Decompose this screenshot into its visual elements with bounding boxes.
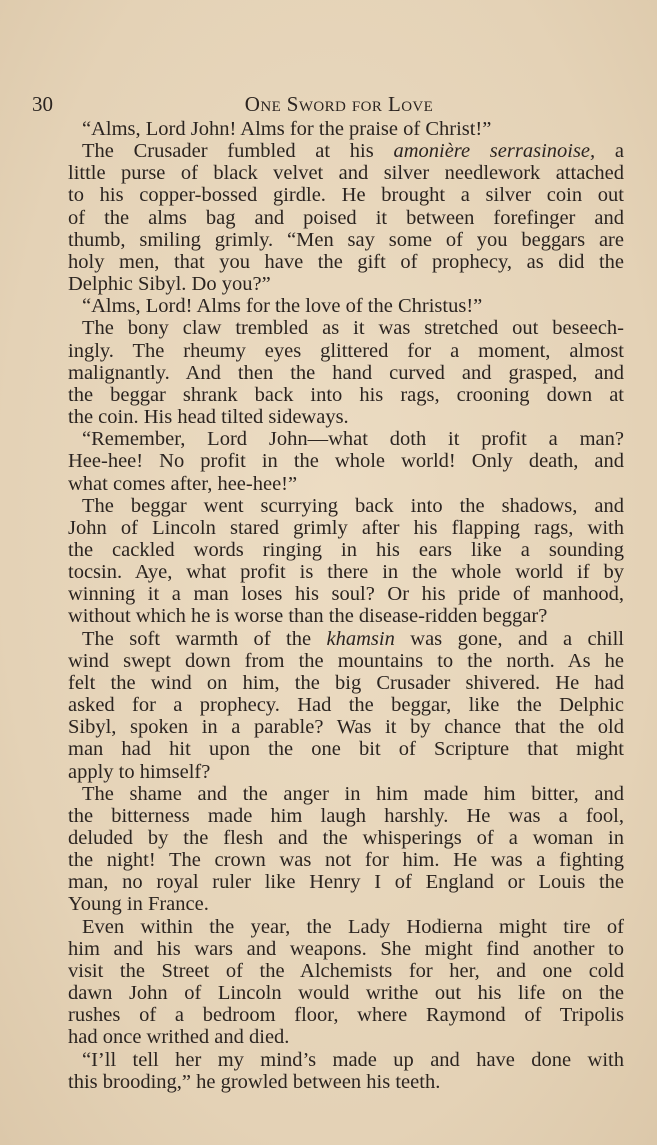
text-line: what comes after, hee-hee!” <box>68 472 298 495</box>
paragraph <box>54 495 624 628</box>
text-line: The beggar went scurrying back into the shadows, and <box>82 494 624 517</box>
text-line: man had hit upon the one bit of Scripture that might <box>68 738 624 761</box>
text-line: the beggar shrank back into his rags, crooning down at <box>68 383 624 406</box>
text-line: “Remember, Lord John—what doth it profit a man? <box>82 428 624 451</box>
text-line: the cackled words ringing in his ears like a sounding <box>68 538 624 561</box>
text-line: the night! The crown was not for him. He was a fighting <box>68 849 624 872</box>
text-line: to his copper-bossed girdle. He brought a silver coin out <box>68 184 624 207</box>
text-line: man, no royal ruler like Henry I of England or Louis the <box>68 871 624 894</box>
text-line: holy men, that you have the gift of prophecy, as did the <box>68 250 624 273</box>
text-line: The shame and the anger in him made him bitter, and <box>82 782 624 805</box>
paragraph <box>54 317 624 428</box>
text-line: asked for a prophecy. Had the beggar, like the Delphic <box>68 694 624 717</box>
text-line: the coin. His head tilted sideways. <box>68 406 349 429</box>
paragraph <box>54 295 624 317</box>
text-line: the bitterness made him laugh harshly. He was a fool, <box>68 804 624 827</box>
text-line: rushes of a bedroom floor, where Raymond of Tripolis <box>68 1004 624 1027</box>
text-line: The bony claw trembled as it was stretched out beseech- <box>82 317 624 340</box>
text-line: winning it a man loses his soul? Or his pride of manhood, <box>68 583 624 606</box>
italic-phrase: khamsin <box>326 627 395 650</box>
book-page <box>32 88 624 1093</box>
text-line: “Alms, Lord! Alms for the love of the Christus!” <box>82 295 483 318</box>
text-line: of the alms bag and poised it between forefinger and <box>68 206 624 229</box>
paragraph <box>54 428 624 494</box>
text-line: had once writhed and died. <box>68 1026 290 1049</box>
text-line: tocsin. Aye, what profit is there in the whole world if by <box>68 561 624 584</box>
paragraph <box>54 628 624 783</box>
text-line: Hee-hee! No profit in the whole world! Only death, and <box>68 450 624 473</box>
text-line: wind swept down from the mountains to the north. As he <box>68 649 624 672</box>
page-number: 30 <box>32 92 53 116</box>
paragraph <box>54 1049 624 1093</box>
text-line: Sibyl, spoken in a parable? Was it by chance that the old <box>68 716 624 739</box>
text-line: The soft warmth of the khamsin was gone, and a chill <box>82 627 624 650</box>
text-line: visit the Street of the Alchemists for her, and one cold <box>68 959 624 982</box>
text-line: without which he is worse than the disease-ridden beggar? <box>68 605 548 628</box>
text-line: little purse of black velvet and silver needlework attached <box>68 162 624 185</box>
italic-phrase: amonière serrasinoise, <box>393 140 596 163</box>
running-title: One Sword for Love <box>244 92 434 116</box>
paragraph <box>54 783 624 916</box>
page-header <box>32 88 624 120</box>
text-line: “I’ll tell her my mind’s made up and have done with <box>82 1048 624 1071</box>
text-line: malignantly. And then the hand curved and grasped, and <box>68 361 624 384</box>
text-line: felt the wind on him, the big Crusader shivered. He had <box>68 671 624 694</box>
paragraph <box>54 140 624 295</box>
text-line: thumb, smiling grimly. “Men say some of you beggars are <box>68 228 624 251</box>
text-line: Even within the year, the Lady Hodierna might tire of <box>82 915 624 938</box>
text-line: dawn John of Lincoln would writhe out his life on the <box>68 982 624 1005</box>
paragraph <box>54 118 624 140</box>
text-line: John of Lincoln stared grimly after his flapping rags, with <box>68 516 624 539</box>
text-line: “Alms, Lord John! Alms for the praise of Christ!” <box>82 118 492 140</box>
text-line: him and his wars and weapons. She might find another to <box>68 937 624 960</box>
text-line: ingly. The rheumy eyes glittered for a moment, almost <box>68 339 624 362</box>
text-line: this brooding,” he growled between his teeth. <box>68 1070 441 1093</box>
text-line: deluded by the flesh and the whisperings of a woman in <box>68 827 624 849</box>
text-line: Delphic Sibyl. Do you?” <box>68 273 271 296</box>
text-line: Young in France. <box>68 893 209 916</box>
text-line: The Crusader fumbled at his amonière serrasinoise, a <box>82 140 624 163</box>
paragraph <box>54 916 624 1049</box>
text-line: apply to himself? <box>68 760 211 783</box>
page-body <box>54 118 624 1093</box>
